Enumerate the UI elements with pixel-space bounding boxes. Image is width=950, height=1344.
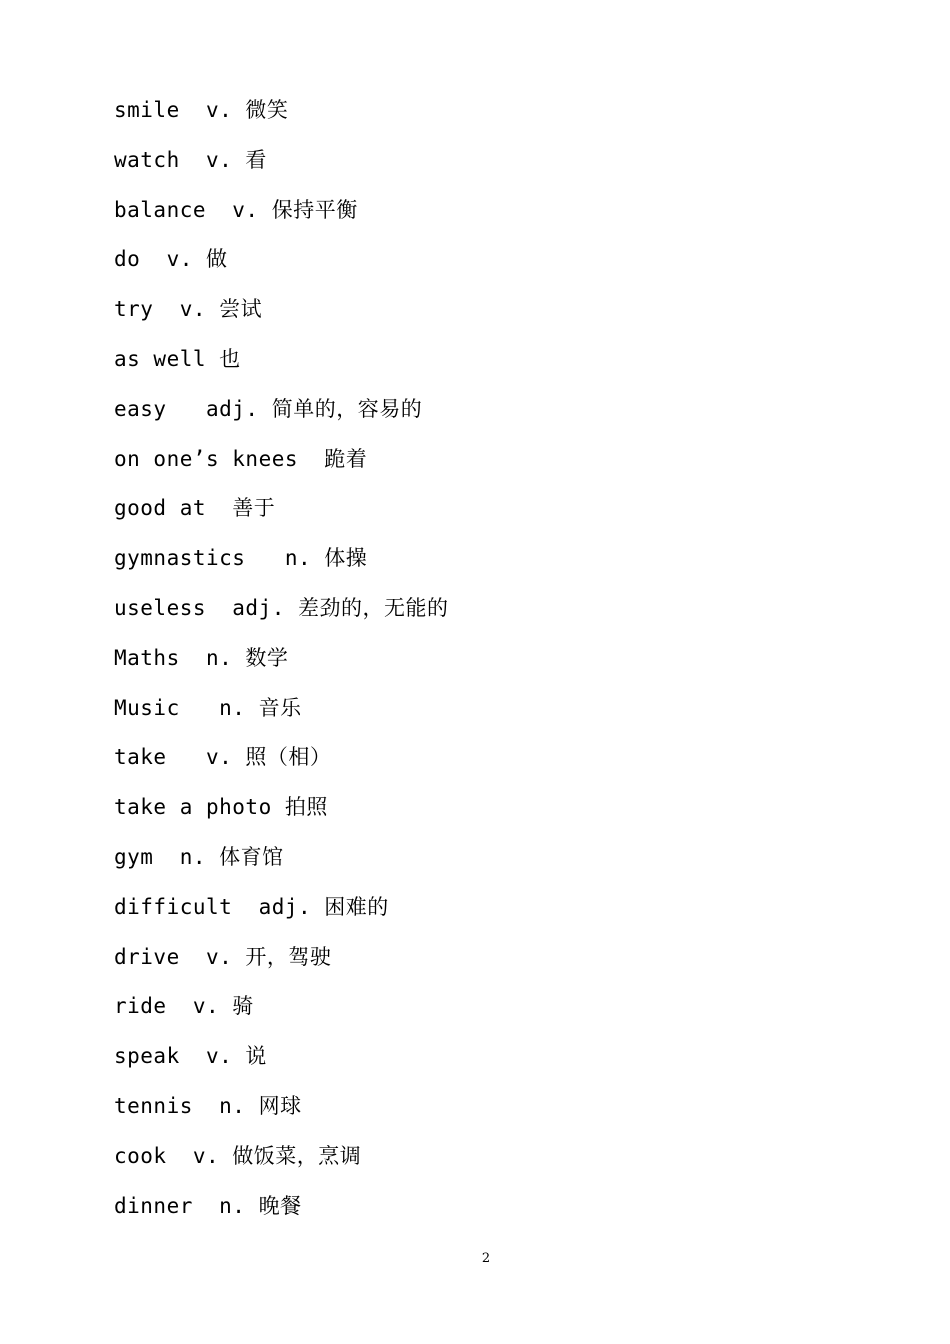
- page-number: 2: [481, 1251, 491, 1266]
- vocab-entry: do v. 做: [114, 247, 228, 272]
- vocab-entry: gym n. 体育馆: [114, 844, 284, 869]
- vocab-entry: dinner n. 晚餐: [114, 1193, 302, 1218]
- vocab-entry: easy adj. 简单的，容易的: [114, 396, 423, 421]
- vocab-entry: speak v. 说: [114, 1044, 267, 1069]
- vocab-entry: useless adj. 差劲的，无能的: [114, 595, 449, 620]
- vocab-entry: as well 也: [114, 346, 241, 371]
- vocab-entry: balance v. 保持平衡: [114, 197, 358, 222]
- vocab-entry: on one’s knees 跪着: [114, 446, 368, 471]
- vocab-entry: tennis n. 网球: [114, 1093, 302, 1118]
- vocab-entry: Maths n. 数学: [114, 645, 289, 670]
- vocab-entry: difficult adj. 困难的: [114, 894, 389, 919]
- vocab-entry: smile v. 微笑: [114, 98, 289, 122]
- vocab-entry: gymnastics n. 体操: [114, 546, 368, 571]
- vocabulary-list: [114, 92, 449, 1237]
- vocab-entry: Music n. 音乐: [114, 695, 302, 720]
- vocab-entry: drive v. 开，驾驶: [114, 944, 332, 969]
- vocab-entry: cook v. 做饭菜，烹调: [114, 1143, 362, 1168]
- vocab-entry: take a photo 拍照: [114, 795, 328, 820]
- vocab-entry: take v. 照（相）: [114, 745, 332, 770]
- vocab-entry: watch v. 看: [114, 147, 267, 172]
- vocab-entry: try v. 尝试: [114, 297, 263, 322]
- vocab-entry: good at 善于: [114, 496, 276, 521]
- vocab-entry: ride v. 骑: [114, 994, 254, 1019]
